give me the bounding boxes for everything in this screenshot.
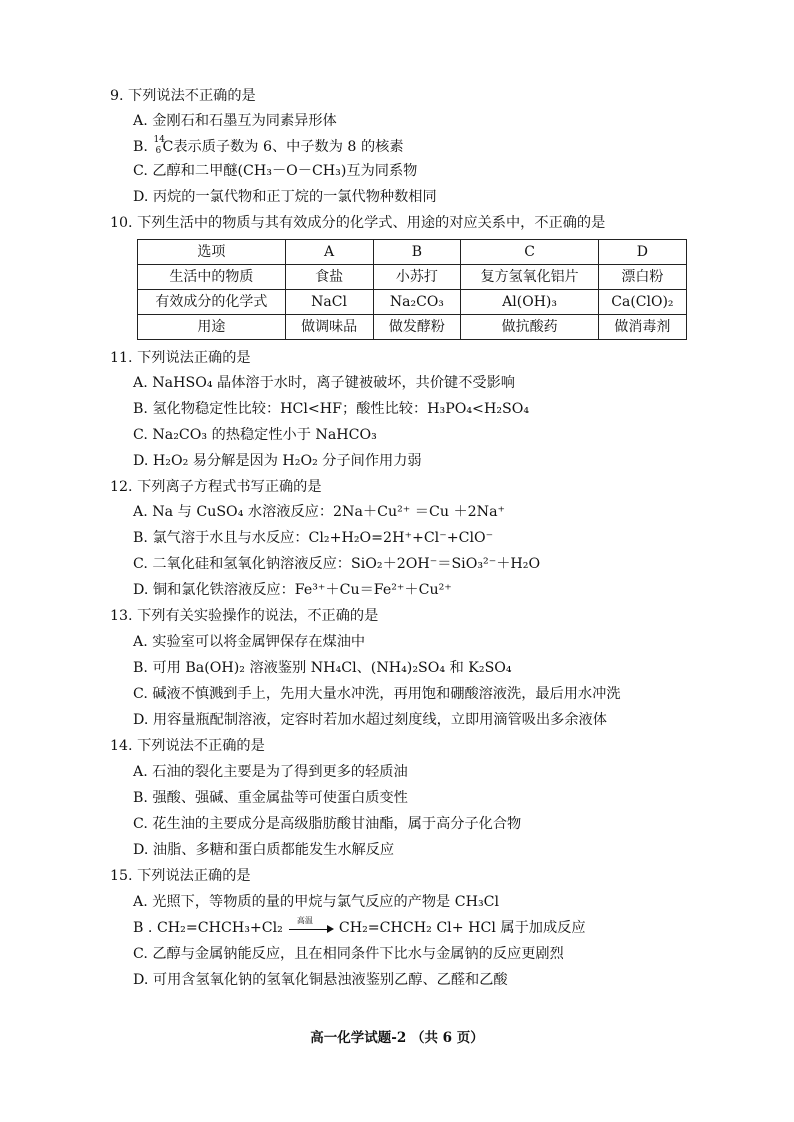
- question-14-option-c: C. 花生油的主要成分是高级脂肪酸甘油酯，属于高分子化合物: [133, 816, 522, 832]
- table-cell: D: [598, 240, 686, 265]
- table-cell: 有效成分的化学式: [138, 290, 286, 315]
- question-15-option-d: D. 可用含氢氧化钠的氢氧化铜悬浊液鉴别乙醇、乙醛和乙酸: [133, 972, 508, 988]
- question-11-option-c: C. Na₂CO₃ 的热稳定性小于 NaHCO₃: [133, 427, 377, 443]
- question-12-option-a: A. Na 与 CuSO₄ 水溶液反应：2Na＋Cu²⁺ ＝Cu ＋2Na⁺: [133, 504, 506, 520]
- table-cell: 做抗酸药: [461, 315, 598, 340]
- table-cell: 做发酵粉: [373, 315, 461, 340]
- table-cell: C: [461, 240, 598, 265]
- question-15-option-c: C. 乙醇与金属钠能反应，且在相同条件下比水与金属钠的反应更剧烈: [133, 946, 564, 962]
- question-9-option-b: [133, 135, 404, 156]
- question-13-option-b: B. 可用 Ba(OH)₂ 溶液鉴别 NH₄Cl、(NH₄)₂SO₄ 和 K₂SO₄: [133, 660, 512, 676]
- question-13-option-c: C. 碱液不慎溅到手上，先用大量水冲洗，再用饱和硼酸溶液洗，最后用水冲洗: [133, 686, 621, 702]
- question-11-stem: 11. 下列说法正确的是: [110, 350, 251, 366]
- atomic-number: 6: [155, 146, 162, 156]
- question-15-option-b: [133, 916, 586, 937]
- table-cell: Al(OH)₃: [461, 290, 598, 315]
- question-14-option-b: B. 强酸、强碱、重金属盐等可使蛋白质变性: [133, 790, 408, 806]
- table-row: [138, 315, 687, 340]
- mass-number: 14: [153, 135, 165, 145]
- table-cell: 用途: [138, 315, 286, 340]
- question-14-stem: 14. 下列说法不正确的是: [110, 738, 265, 754]
- table-row: [138, 265, 687, 290]
- table-cell: 做消毒剂: [598, 315, 686, 340]
- arrow-head-icon: [327, 925, 334, 933]
- table-cell: 小苏打: [373, 265, 461, 290]
- question-11-option-d: D. H₂O₂ 易分解是因为 H₂O₂ 分子间作用力弱: [133, 453, 422, 469]
- table-cell: A: [285, 240, 373, 265]
- question-11-option-a: A. NaHSO₄ 晶体溶于水时，离子键被破坏，共价键不受影响: [133, 375, 515, 391]
- question-12-option-c: C. 二氧化硅和氢氧化钠溶液反应：SiO₂＋2OH⁻＝SiO₃²⁻＋H₂O: [133, 556, 541, 572]
- question-10-table: [137, 239, 687, 340]
- question-12-option-d: D. 铜和氯化铁溶液反应：Fe³⁺＋Cu＝Fe²⁺＋Cu²⁺: [133, 582, 452, 598]
- page-footer: 高一化学试题-2 （共 6 页）: [310, 1030, 484, 1046]
- table-cell: Na₂CO₃: [373, 290, 461, 315]
- question-9-stem: 9. 下列说法不正确的是: [110, 88, 256, 104]
- table-cell: 做调味品: [285, 315, 373, 340]
- question-12-option-b: B. 氯气溶于水且与水反应：Cl₂+H₂O=2H⁺+Cl⁻+ClO⁻: [133, 530, 494, 546]
- table-cell: 漂白粉: [598, 265, 686, 290]
- question-13-stem: 13. 下列有关实验操作的说法，不正确的是: [110, 608, 379, 624]
- table-cell: B: [373, 240, 461, 265]
- question-13-option-d: D. 用容量瓶配制溶液，定容时若加水超过刻度线，立即用滴管吸出多余液体: [133, 712, 607, 728]
- arrow-line: [289, 929, 329, 930]
- question-9-option-a: A. 金刚石和石墨互为同素异形体: [133, 113, 337, 129]
- question-10-stem: 10. 下列生活中的物质与其有效成分的化学式、用途的对应关系中，不正确的是: [110, 215, 606, 231]
- question-9-option-c: C. 乙醇和二甲醚(CH₃－O－CH₃)互为同系物: [133, 163, 418, 179]
- table-cell: NaCl: [285, 290, 373, 315]
- option-b-text: 表示质子数为 6、中子数为 8 的核素: [173, 139, 404, 155]
- question-15-option-a: A. 光照下，等物质的量的甲烷与氯气反应的产物是 CH₃Cl: [133, 894, 500, 910]
- reaction-arrow: [289, 916, 333, 935]
- table-cell: 食盐: [285, 265, 373, 290]
- isotope-notation: [152, 135, 165, 156]
- table-row: [138, 240, 687, 265]
- table-cell: 复方氢氧化铝片: [461, 265, 598, 290]
- question-15-stem: 15. 下列说法正确的是: [110, 868, 251, 884]
- question-13-option-a: A. 实验室可以将金属钾保存在煤油中: [133, 634, 366, 650]
- question-12-stem: 12. 下列离子方程式书写正确的是: [110, 479, 322, 495]
- question-11-option-b: B. 氢化物稳定性比较：HCl<HF；酸性比较：H₃PO₄<H₂SO₄: [133, 401, 530, 417]
- question-9-option-d: D. 丙烷的一氯代物和正丁烷的一氯代物种数相同: [133, 189, 437, 205]
- question-14-option-d: D. 油脂、多糖和蛋白质都能发生水解反应: [133, 842, 395, 858]
- reaction-reactants: B . CH₂=CHCH₃+Cl₂: [133, 920, 283, 936]
- table-cell: 选项: [138, 240, 286, 265]
- table-cell: 生活中的物质: [138, 265, 286, 290]
- isotope-symbol: C: [162, 139, 174, 155]
- question-14-option-a: A. 石油的裂化主要是为了得到更多的轻质油: [133, 764, 408, 780]
- option-b-prefix: B.: [133, 139, 153, 155]
- table-cell: Ca(ClO)₂: [598, 290, 686, 315]
- reaction-products: CH₂=CHCH₂ Cl+ HCl 属于加成反应: [338, 920, 586, 936]
- reaction-condition: 高温: [296, 916, 313, 925]
- table-row: [138, 290, 687, 315]
